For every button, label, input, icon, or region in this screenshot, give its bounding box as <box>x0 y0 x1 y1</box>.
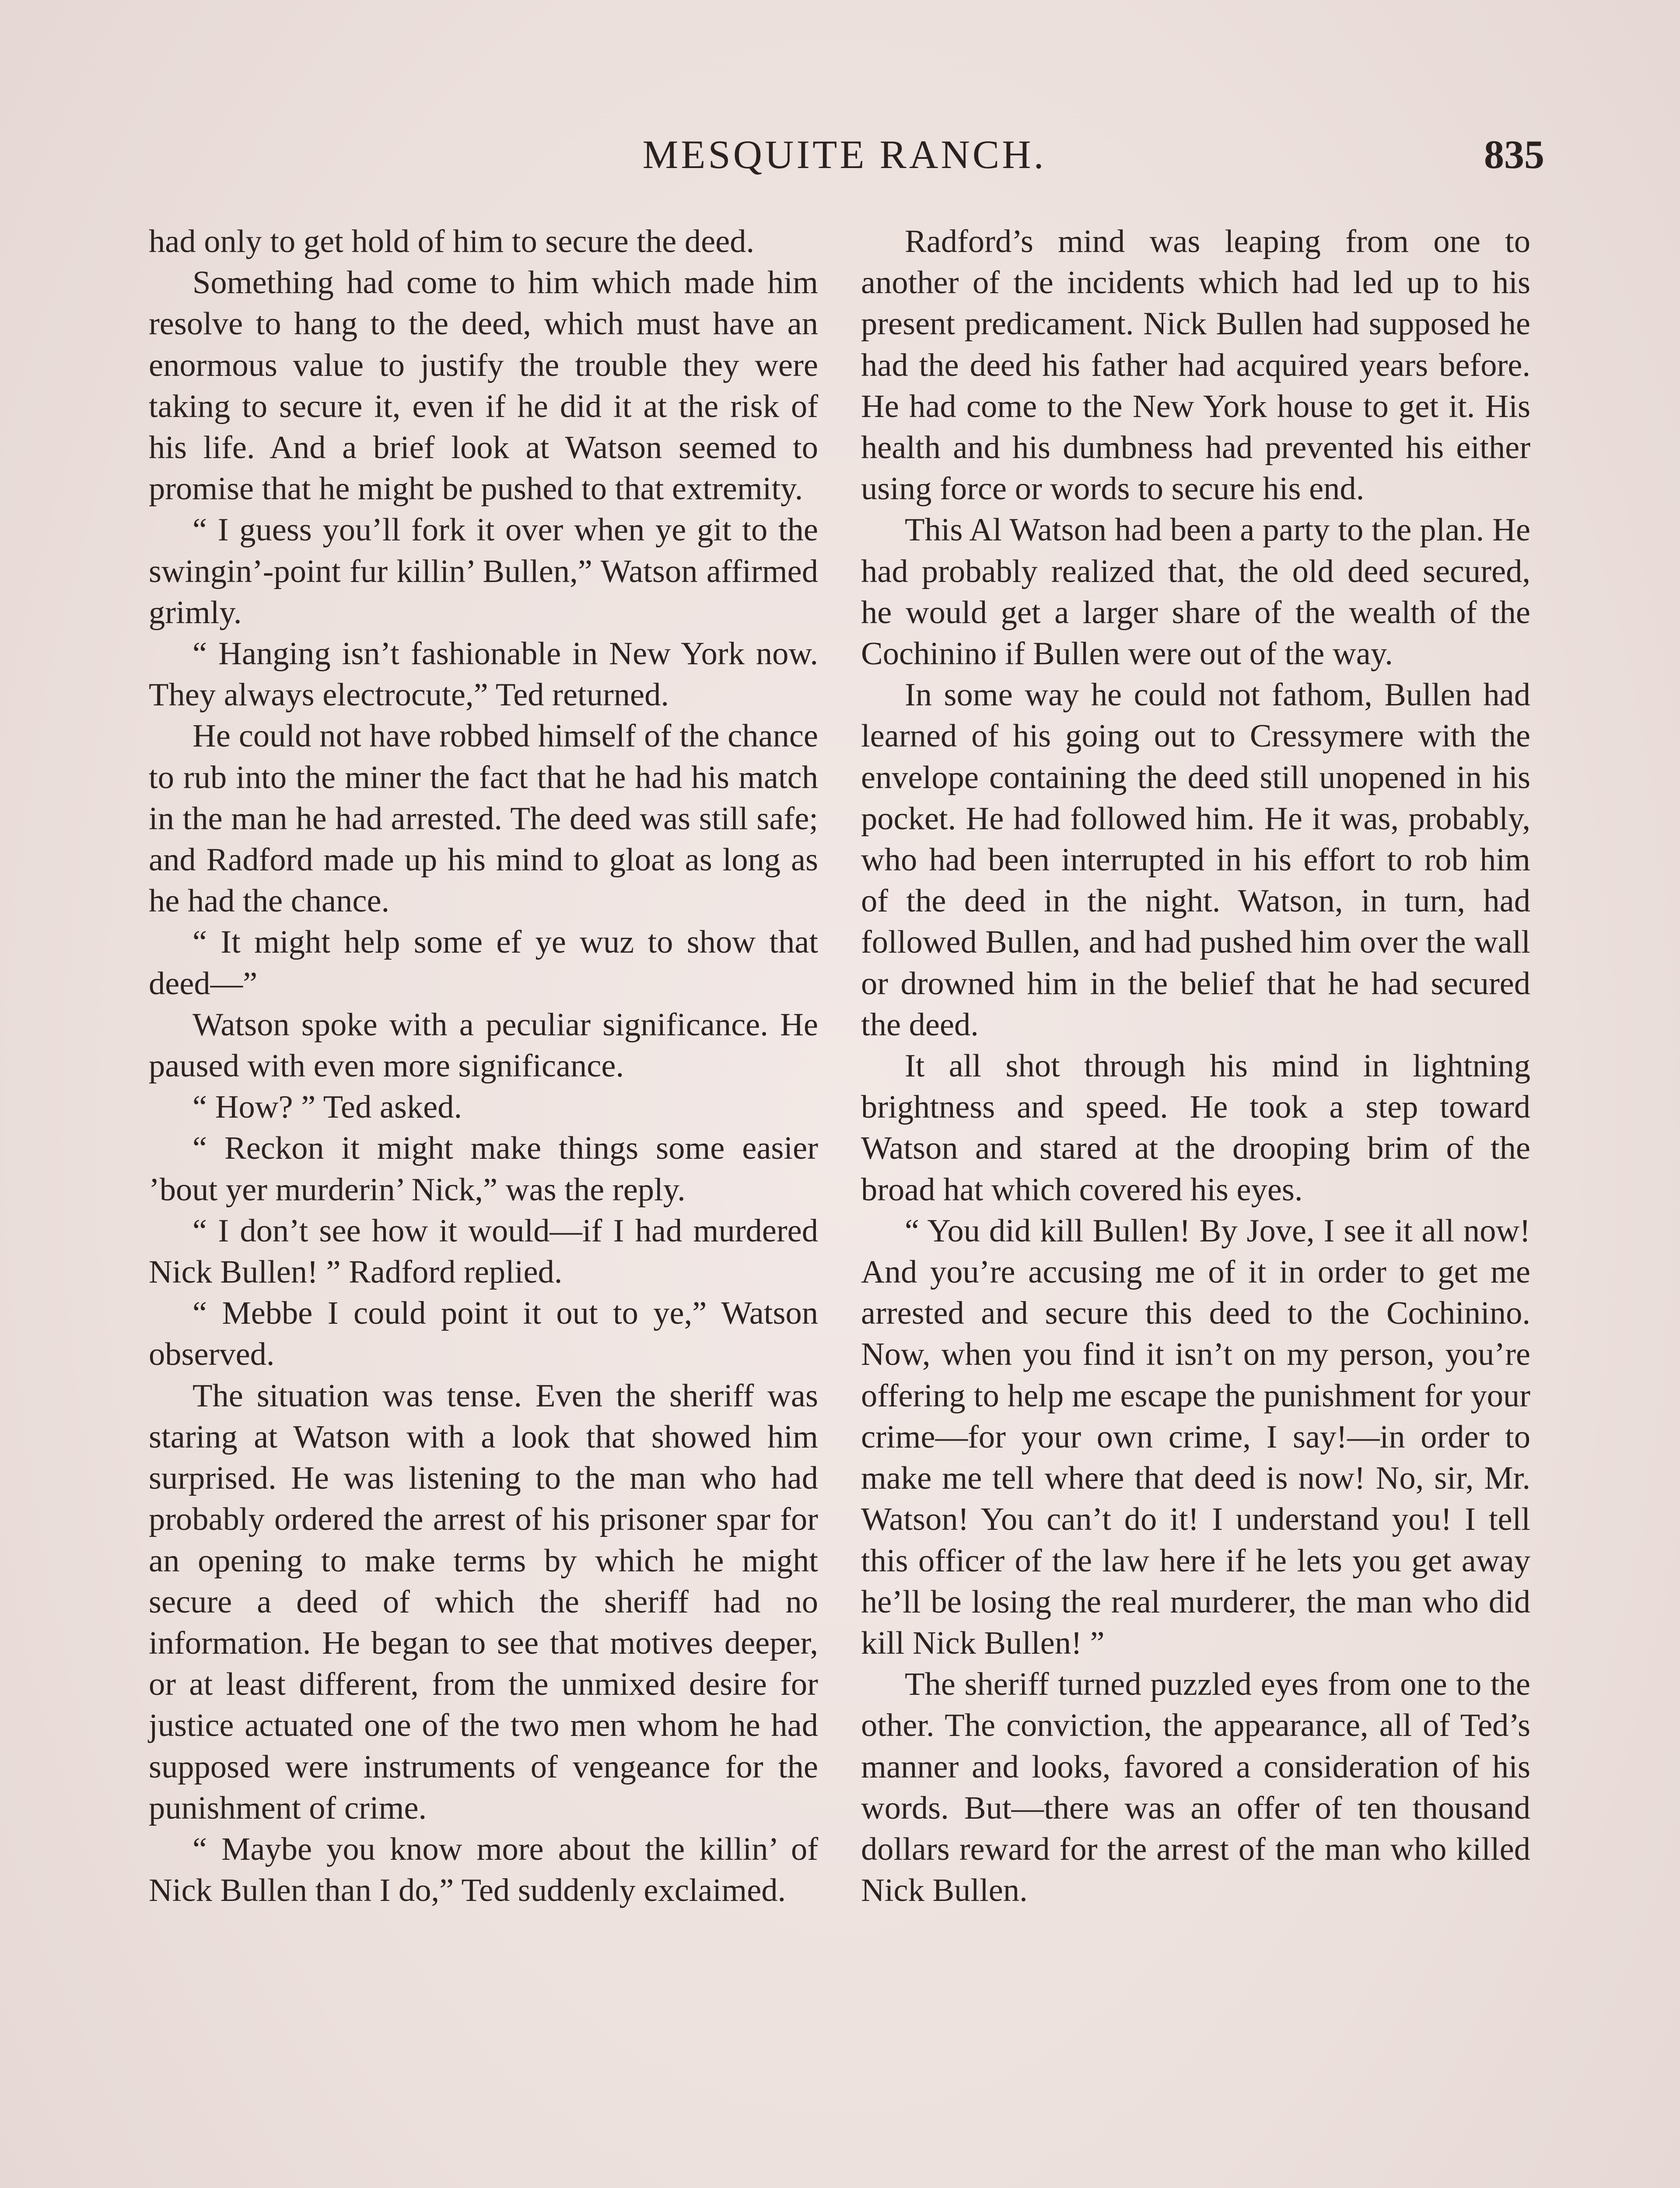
paragraph: “ I guess you’ll fork it over when ye git to the swingin’-point fur killin’ Bullen,” Watson affirmed grimly. <box>149 512 818 631</box>
paragraph: “ Reckon it might make things some easier ’bout yer murderin’ Nick,” was the reply. <box>149 1130 818 1208</box>
paragraph: It all shot through his mind in lightning brightness and speed. He took a step toward Watson and stared at the drooping brim of the broad hat which covered his eyes. <box>861 1048 1530 1208</box>
paragraph: The sheriff turned puzzled eyes from one to the other. The conviction, the appearance, all of Ted’s manner and looks, favored a consideration of his words. But—there was an offer of ten thousand dollars reward for the arrest of the man who killed Nick Bullen. <box>861 1666 1530 1909</box>
paragraph: This Al Watson had been a party to the plan. He had probably realized that, the old deed secured, he would get a larger share of the wealth of the Cochinino if Bullen were out of the way. <box>861 512 1530 672</box>
paragraph: “ Hanging isn’t fashionable in New York now. They always electrocute,” Ted returned. <box>149 636 818 713</box>
text-column-right <box>861 221 1530 1911</box>
running-title: MESQUITE RANCH. <box>642 132 1046 177</box>
page-header <box>144 131 1544 193</box>
paragraph: In some way he could not fathom, Bullen had learned of his going out to Cressymere with the envelope containing the deed still unopened in his pocket. He had followed him. He it was, probably, who had been interrupted in his effort to rob him of the deed in the night. Watson, in turn, had followed Bullen, and had pushed him over the wall or drowned him in the belief that he had secured the deed. <box>861 677 1530 1043</box>
paragraph: The situation was tense. Even the sheriff was staring at Watson with a look that showed him surprised. He was listening to the man who had probably ordered the arrest of his prisoner spar for an opening to make terms by which he might secure a deed of which the sheriff had no information. He began to see that motives deeper, or at least different, from the unmixed desire for justice actuated one of the two men whom he had supposed were instruments of vengeance for the punishment of crime. <box>149 1378 818 1826</box>
paragraph: “ How? ” Ted asked. <box>192 1089 462 1126</box>
paragraph: “ Mebbe I could point it out to ye,” Watson observed. <box>149 1295 818 1373</box>
paragraph: He could not have robbed himself of the chance to rub into the miner the fact that he had his match in the man he had arrested. The deed was still safe; and Radford made up his mind to gloat as long as he had the chance. <box>149 718 818 919</box>
paragraph: “ I don’t see how it would—if I had murdered Nick Bullen! ” Radford replied. <box>149 1213 818 1290</box>
paragraph: Radford’s mind was leaping from one to another of the incidents which had led up to his present predicament. Nick Bullen had supposed he had the deed his father had acquired years before. He had come to the New York house to get it. His health and his dumbness had prevented his either using force or words to secure his end. <box>861 224 1530 507</box>
page-number: 835 <box>1484 132 1544 177</box>
paragraph: had only to get hold of him to secure the deed. <box>149 224 755 259</box>
paragraph: Watson spoke with a peculiar significance. He paused with even more significance. <box>149 1006 818 1084</box>
paragraph: “ You did kill Bullen! By Jove, I see it all now! And you’re accusing me of it in order to get me arrested and secure this deed to the Cochinino. Now, when you find it isn’t on my person, you’re offering to help me escape the punishment for your crime—for your own crime, I say!—in order to make me tell where that deed is now! No, sir, Mr. Watson! You can’t do it! I understand you! I tell this officer of the law here if he lets you get away he’ll be losing the real murderer, the man who did kill Nick Bullen! ” <box>861 1213 1530 1661</box>
paragraph: “ It might help some ef ye wuz to show that deed—” <box>149 924 818 1002</box>
paragraph: “ Maybe you know more about the killin’ of Nick Bullen than I do,” Ted suddenly exclaimed. <box>149 1831 818 1909</box>
paragraph: Something had come to him which made him resolve to hang to the deed, which must have an enormous value to justify the trouble they were taking to secure it, even if he did it at the risk of his life. And a brief look at Watson seemed to promise that he might be pushed to that extremity. <box>149 265 818 507</box>
text-column-left <box>149 221 818 1911</box>
